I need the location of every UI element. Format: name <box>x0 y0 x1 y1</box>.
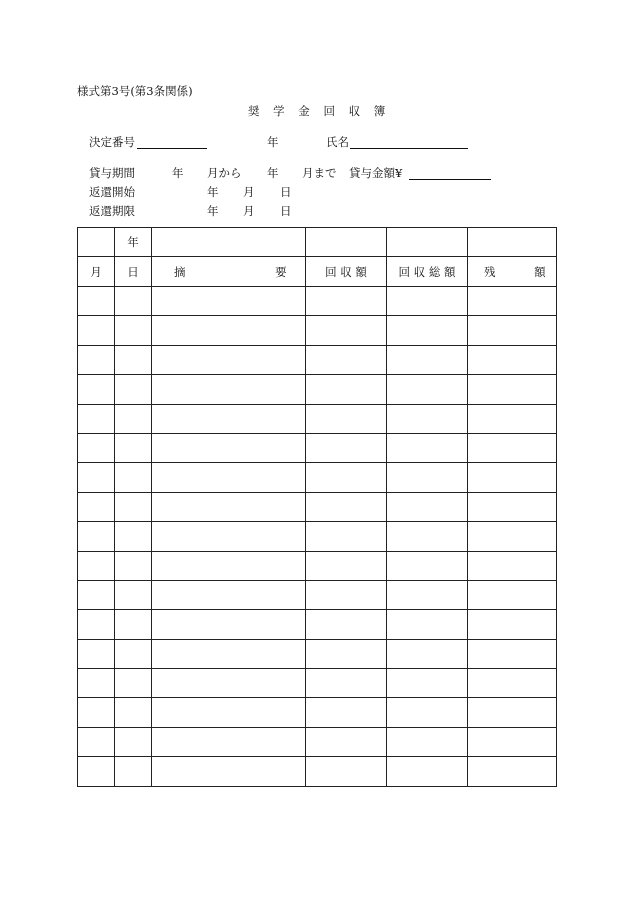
summary-cell[interactable] <box>152 463 306 492</box>
table-row <box>78 404 557 433</box>
summary-cell[interactable] <box>152 345 306 374</box>
day-cell[interactable] <box>115 698 152 727</box>
day-cell[interactable] <box>115 492 152 521</box>
collected-total-cell[interactable] <box>387 669 468 698</box>
col-balance-1: 残 <box>484 264 496 279</box>
year-month-cell[interactable] <box>78 228 115 257</box>
form-label: 様式第3号(第3条関係) <box>77 84 193 98</box>
balance-cell[interactable] <box>468 727 557 756</box>
collected-total-cell[interactable] <box>387 551 468 580</box>
col-balance <box>468 257 557 287</box>
day-cell[interactable] <box>115 463 152 492</box>
day-cell[interactable] <box>115 580 152 609</box>
year-balance-cell[interactable] <box>468 228 557 257</box>
summary-cell[interactable] <box>152 522 306 551</box>
col-month: 月 <box>78 257 115 287</box>
summary-cell[interactable] <box>152 492 306 521</box>
summary-cell[interactable] <box>152 316 306 345</box>
month-cell[interactable] <box>78 433 115 462</box>
day-cell[interactable] <box>115 316 152 345</box>
col-summary-2: 要 <box>275 264 287 279</box>
collected-cell[interactable] <box>306 580 387 609</box>
repay-limit-day: 日 <box>280 204 292 218</box>
collection-ledger-table <box>77 227 557 787</box>
collected-total-cell[interactable] <box>387 522 468 551</box>
day-cell[interactable] <box>115 404 152 433</box>
day-cell[interactable] <box>115 639 152 668</box>
collected-cell[interactable] <box>306 404 387 433</box>
name-field[interactable] <box>350 148 468 149</box>
day-cell[interactable] <box>115 610 152 639</box>
month-cell[interactable] <box>78 610 115 639</box>
collected-cell[interactable] <box>306 287 387 316</box>
month-cell[interactable] <box>78 727 115 756</box>
day-cell[interactable] <box>115 757 152 786</box>
day-cell[interactable] <box>115 727 152 756</box>
decision-number-label: 決定番号 <box>89 135 135 149</box>
col-balance-2: 額 <box>534 264 546 279</box>
balance-cell[interactable] <box>468 698 557 727</box>
page-title: 奨 学 金 回 収 簿 <box>248 104 391 118</box>
summary-cell[interactable] <box>152 404 306 433</box>
col-summary-1: 摘 <box>174 264 186 279</box>
repay-limit-year: 年 <box>207 204 219 218</box>
collected-cell[interactable] <box>306 698 387 727</box>
collected-total-cell[interactable] <box>387 316 468 345</box>
balance-cell[interactable] <box>468 375 557 404</box>
summary-cell[interactable] <box>152 639 306 668</box>
table-row <box>78 287 557 316</box>
collected-cell[interactable] <box>306 345 387 374</box>
table-row <box>78 345 557 374</box>
balance-cell[interactable] <box>468 492 557 521</box>
summary-cell[interactable] <box>152 698 306 727</box>
balance-cell[interactable] <box>468 580 557 609</box>
repay-start-label: 返還開始 <box>89 185 135 199</box>
month-cell[interactable] <box>78 551 115 580</box>
balance-cell[interactable] <box>468 610 557 639</box>
balance-cell[interactable] <box>468 287 557 316</box>
balance-cell[interactable] <box>468 551 557 580</box>
summary-cell[interactable] <box>152 287 306 316</box>
decision-number-field[interactable] <box>137 148 207 149</box>
collected-total-cell[interactable] <box>387 639 468 668</box>
table-row <box>78 551 557 580</box>
summary-cell[interactable] <box>152 669 306 698</box>
period-year-2: 年 <box>267 166 279 180</box>
month-cell[interactable] <box>78 404 115 433</box>
collected-total-cell[interactable] <box>387 580 468 609</box>
day-cell[interactable] <box>115 433 152 462</box>
collected-total-cell[interactable] <box>387 375 468 404</box>
month-cell[interactable] <box>78 669 115 698</box>
collected-cell[interactable] <box>306 433 387 462</box>
collected-total-cell[interactable] <box>387 727 468 756</box>
repay-limit-month: 月 <box>243 204 255 218</box>
month-cell[interactable] <box>78 287 115 316</box>
day-cell[interactable] <box>115 375 152 404</box>
collected-cell[interactable] <box>306 492 387 521</box>
month-cell[interactable] <box>78 522 115 551</box>
table-row <box>78 316 557 345</box>
table-row <box>78 492 557 521</box>
table-header-row <box>78 257 557 287</box>
month-cell[interactable] <box>78 492 115 521</box>
collected-cell[interactable] <box>306 375 387 404</box>
summary-cell[interactable] <box>152 610 306 639</box>
balance-cell[interactable] <box>468 404 557 433</box>
balance-cell[interactable] <box>468 757 557 786</box>
month-cell[interactable] <box>78 580 115 609</box>
year-total-cell[interactable] <box>387 228 468 257</box>
day-cell[interactable] <box>115 522 152 551</box>
table-row <box>78 375 557 404</box>
collected-total-cell[interactable] <box>387 757 468 786</box>
repay-start-month: 月 <box>243 185 255 199</box>
collected-cell[interactable] <box>306 551 387 580</box>
period-from: 月から <box>207 166 242 180</box>
collected-total-cell[interactable] <box>387 287 468 316</box>
collected-cell[interactable] <box>306 639 387 668</box>
table-row <box>78 727 557 756</box>
collected-cell[interactable] <box>306 727 387 756</box>
table-row <box>78 463 557 492</box>
summary-cell[interactable] <box>152 757 306 786</box>
col-summary <box>152 257 306 287</box>
table-row <box>78 757 557 786</box>
collected-cell[interactable] <box>306 669 387 698</box>
table-year-row <box>78 228 557 257</box>
balance-cell[interactable] <box>468 316 557 345</box>
table-row <box>78 639 557 668</box>
year-collected-cell[interactable] <box>306 228 387 257</box>
summary-cell[interactable] <box>152 551 306 580</box>
year-header: 年 <box>115 228 152 257</box>
table-row <box>78 669 557 698</box>
balance-cell[interactable] <box>468 433 557 462</box>
day-cell[interactable] <box>115 345 152 374</box>
balance-cell[interactable] <box>468 463 557 492</box>
table-row <box>78 433 557 462</box>
loan-amount-field[interactable] <box>409 179 491 180</box>
month-cell[interactable] <box>78 639 115 668</box>
loan-period-label: 貸与期間 <box>89 166 135 180</box>
collected-total-cell[interactable] <box>387 610 468 639</box>
table-row <box>78 698 557 727</box>
period-to: 月まで <box>302 166 337 180</box>
day-cell[interactable] <box>115 551 152 580</box>
collected-cell[interactable] <box>306 610 387 639</box>
month-cell[interactable] <box>78 463 115 492</box>
name-label: 氏名 <box>326 135 349 149</box>
repay-start-year: 年 <box>207 185 219 199</box>
col-day: 日 <box>115 257 152 287</box>
loan-amount-label: 貸与金額¥ <box>349 166 403 180</box>
month-cell[interactable] <box>78 757 115 786</box>
repay-limit-label: 返還期限 <box>89 204 135 218</box>
collected-cell[interactable] <box>306 757 387 786</box>
year-summary-cell[interactable] <box>152 228 306 257</box>
balance-cell[interactable] <box>468 345 557 374</box>
summary-cell[interactable] <box>152 727 306 756</box>
balance-cell[interactable] <box>468 522 557 551</box>
col-collected: 回 収 額 <box>306 257 387 287</box>
month-cell[interactable] <box>78 375 115 404</box>
month-cell[interactable] <box>78 698 115 727</box>
balance-cell[interactable] <box>468 669 557 698</box>
summary-cell[interactable] <box>152 375 306 404</box>
month-cell[interactable] <box>78 316 115 345</box>
collected-cell[interactable] <box>306 522 387 551</box>
period-year-1: 年 <box>172 166 184 180</box>
table-row <box>78 522 557 551</box>
day-cell[interactable] <box>115 287 152 316</box>
year-label: 年 <box>267 135 279 149</box>
summary-cell[interactable] <box>152 580 306 609</box>
collected-cell[interactable] <box>306 463 387 492</box>
collected-total-cell[interactable] <box>387 463 468 492</box>
repay-start-day: 日 <box>280 185 292 199</box>
col-collected-total: 回 収 総 額 <box>387 257 468 287</box>
collected-cell[interactable] <box>306 316 387 345</box>
collected-total-cell[interactable] <box>387 345 468 374</box>
collected-total-cell[interactable] <box>387 698 468 727</box>
summary-cell[interactable] <box>152 433 306 462</box>
day-cell[interactable] <box>115 669 152 698</box>
collected-total-cell[interactable] <box>387 404 468 433</box>
table-row <box>78 580 557 609</box>
balance-cell[interactable] <box>468 639 557 668</box>
table-row <box>78 610 557 639</box>
collected-total-cell[interactable] <box>387 492 468 521</box>
collected-total-cell[interactable] <box>387 433 468 462</box>
month-cell[interactable] <box>78 345 115 374</box>
